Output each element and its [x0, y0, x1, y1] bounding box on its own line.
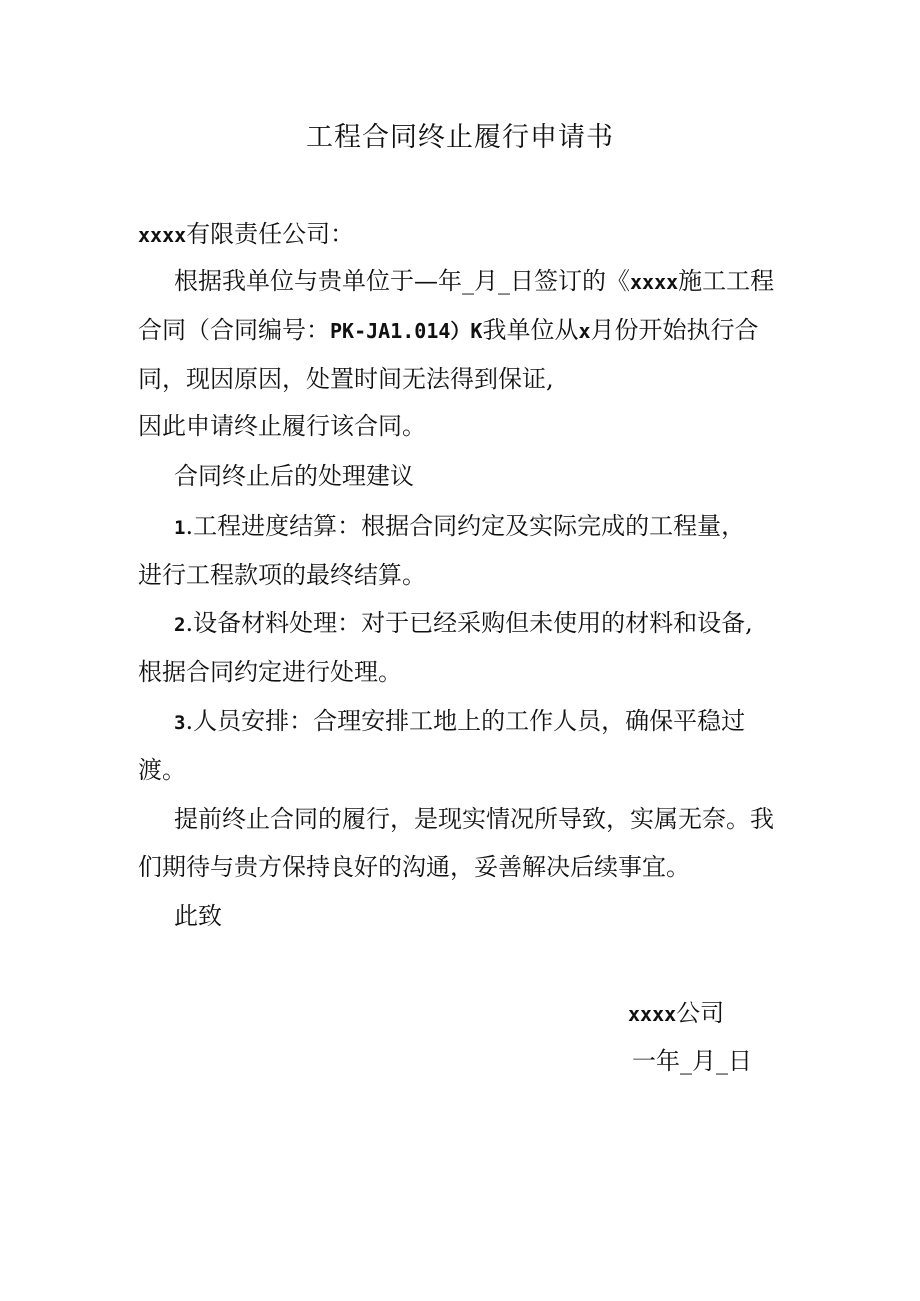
item-2-text: .设备材料处理：对于已经采购但未使用的材料和设备,: [185, 609, 753, 637]
para1-text-c: 合同（合同编号：: [138, 316, 330, 344]
closing-line-2: 们期待与贵方保持良好的沟通，妥善解决后续事宜。: [138, 853, 690, 881]
para1-text-b: 施工工程: [678, 267, 775, 295]
salutation: [138, 218, 354, 251]
para1-text-a: 根据我单位与贵单位于—年_月_日签订的《: [174, 267, 630, 295]
paragraph-1-line-1: [174, 265, 774, 298]
item-3-line-1: [174, 705, 745, 739]
item-2-line-2: 根据合同约定进行处理。: [138, 658, 402, 686]
salutation-text: 有限责任公司：: [186, 220, 355, 248]
paragraph-1-line-3: 同，现因原因，处置时间无法得到保证,: [138, 365, 554, 393]
closing-line-1: 提前终止合同的履行，是现实情况所导致，实属无奈。我: [174, 805, 774, 833]
para1-text-d: 我单位从: [482, 316, 579, 344]
signature-date: 一年_月_日: [632, 1047, 752, 1075]
regards: 此致: [174, 902, 222, 930]
contract-number: PK-JA1.014）K: [330, 319, 483, 343]
salutation-company-code: xxxx: [138, 223, 187, 247]
item-1-line-1: [174, 510, 745, 544]
suggestions-heading: 合同终止后的处理建议: [174, 462, 414, 490]
item-1-text: .工程进度结算：根据合同约定及实际完成的工程量，: [185, 512, 746, 540]
paragraph-1-line-2: [138, 314, 759, 347]
document-title: 工程合同终止履行申请书: [306, 122, 614, 153]
item-2-number: 2: [174, 614, 186, 636]
month-placeholder: x: [578, 319, 591, 343]
item-1-number: 1: [174, 517, 186, 539]
item-3-text: .人员安排：合理安排工地上的工作人员，确保平稳过: [185, 707, 746, 735]
item-3-number: 3: [174, 712, 186, 734]
item-3-line-2: 渡。: [138, 756, 186, 784]
paragraph-1-line-4: 因此申请终止履行该合同。: [138, 412, 426, 440]
item-1-line-2: 进行工程款项的最终结算。: [138, 561, 426, 589]
signature-company-suffix: 公司: [676, 999, 725, 1027]
signature-company-code: xxxx: [628, 1002, 677, 1026]
signature-company: [628, 997, 724, 1030]
item-2-line-1: [174, 607, 753, 641]
para1-project-code: xxxx: [630, 270, 679, 294]
para1-text-e: 月份开始执行合: [590, 316, 759, 344]
